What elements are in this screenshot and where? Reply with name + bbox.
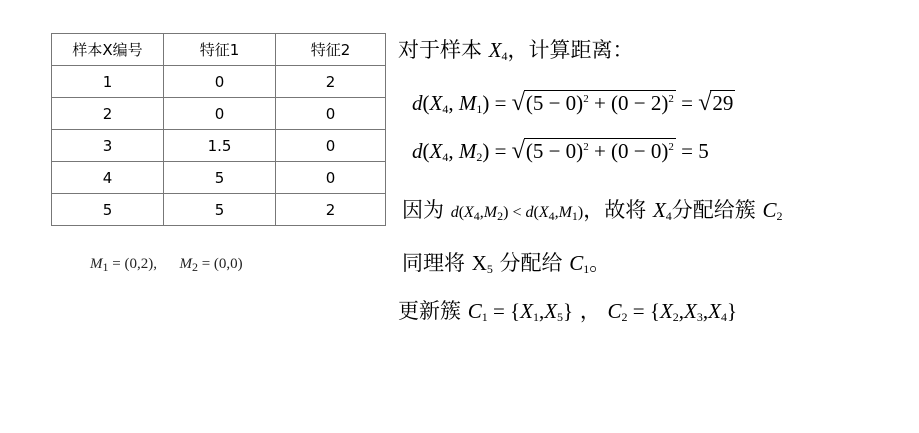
table-row [52,98,386,130]
period: 。 [589,251,611,275]
table-cell: 2 [52,98,164,130]
eq2-term2: + (0 − 0) [588,139,669,163]
table-cell: 0 [164,66,276,98]
header-feature-1: 特征1 [164,34,276,66]
intro-suffix: ，计算距离： [507,38,634,62]
eq2-term1: (5 − 0) [525,139,584,163]
assign-to-label: 分配给簇 [671,198,756,222]
table-cell: 0 [276,130,386,162]
table-row [52,66,386,98]
table-row [52,194,386,226]
centroid-definitions: $M_1 = (0,2)$, $M_2 = (0,0)$ [90,256,243,274]
table-cell: 0 [276,98,386,130]
table-cell: 2 [276,194,386,226]
sample-table [51,33,386,226]
eq2-result: = 5 [681,139,709,163]
table-cell: 0 [164,98,276,130]
update-clusters-line: 更新簇 $C_1 = \{X_1,X_5\}$ ， $C_2 = \{X_2,X_3,X_4\}$ [398,299,738,324]
table-cell: 1.5 [164,130,276,162]
eq1-term1: (5 − 0) [525,91,584,115]
table-cell: 5 [164,194,276,226]
similarly-prefix: 同理将 [402,251,465,275]
because-prefix: 因为 [402,198,444,222]
assignment-line-x4: 因为 $d(X_4,M_2) < d(X_4,M_1)$，故将 $X_4$分配给簇 $C_2$ [402,198,783,223]
table-row [52,162,386,194]
because-suffix: ，故将 [583,198,647,222]
similarly-suffix: 分配给 [499,251,563,275]
comma: ， [579,299,601,323]
table-row [52,130,386,162]
eq1-result: 29 [712,91,734,115]
table-header-row [52,34,386,66]
table-cell: 5 [52,194,164,226]
table-cell: 1 [52,66,164,98]
table-cell: 4 [52,162,164,194]
distance-equation-m1: $d(X_4$, $M_1) = √(5 - 0)^2 + (0 - 2)^2 = √29$ [412,90,734,116]
intro-prefix: 对于样本 [398,38,482,62]
centroid-m2-value: = (0,0) [201,256,243,272]
header-sample-id: 样本X编号 [52,34,164,66]
centroid-m1-value: = (0,2), [112,256,157,272]
intro-line: 对于样本 $X_4$，计算距离： [398,38,634,63]
assignment-line-x5: 同理将 $X_5$ 分配给 $C_1$。 [402,251,611,276]
table-cell: 2 [276,66,386,98]
table-cell: 5 [164,162,276,194]
table-cell: 3 [52,130,164,162]
header-feature-2: 特征2 [276,34,386,66]
eq1-term2: + (0 − 2) [588,91,669,115]
distance-equation-m2: $d(X_4$, $M_2) = √(5 - 0)^2 + (0 - 0)^2 = 5$ [412,138,709,164]
update-prefix: 更新簇 [398,299,461,323]
table-cell: 0 [276,162,386,194]
